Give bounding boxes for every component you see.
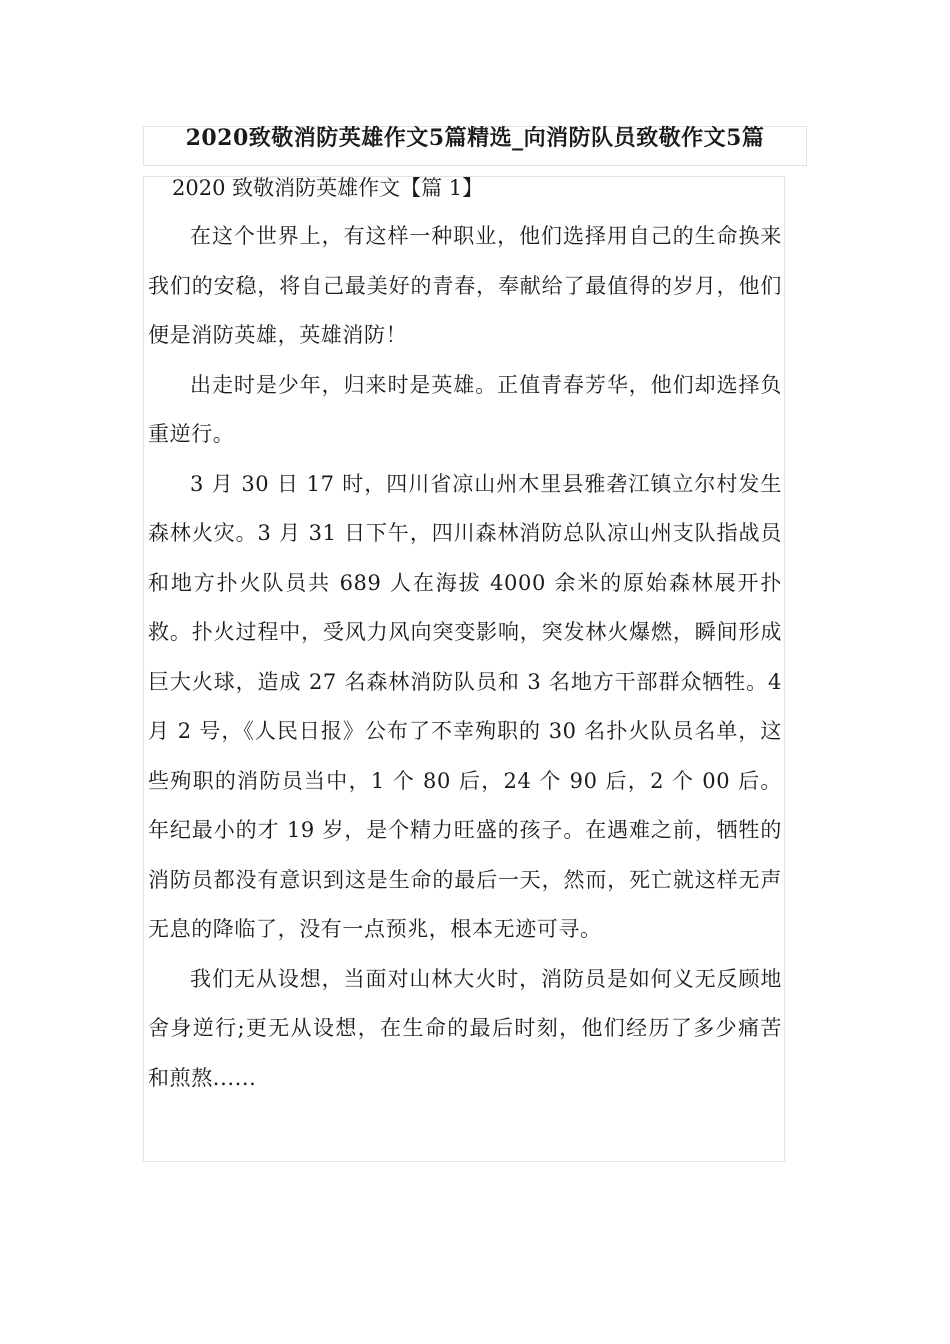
document-title: 2020致敬消防英雄作文5篇精选_向消防队员致敬作文5篇 <box>185 125 765 151</box>
paragraph-4: 我们无从设想，当面对山林大火时，消防员是如何义无反顾地舍身逆行;更无从设想，在生命的最后时刻，他们经历了多少痛苦和煎熬...... <box>148 966 782 1090</box>
paragraph-3: 3 月 30 日 17 时，四川省凉山州木里县雅砻江镇立尔村发生森林火灾。3 月 31 日下午，四川森林消防总队凉山州支队指战员和地方扑火队员共 689 人在海拔 4000 余米的原始森林展开扑救。扑火过程中，受风力风向突变影响，突发林火爆燃，瞬间形成巨大火球，造成 27 名森林消防队员和 3 名地方干部群众牺牲。4 月 2 号，《人民日报》公布了不幸殉职的 30 名扑火队员名单，这些殉职的消防员当中，1 个 80 后，24 个 90 后，2 个 00 后。年纪最小的才 19 岁，是个精力旺盛的孩子。在遇难之前，牺牲的消防员都没有意识到这是生命的最后一天，然而，死亡就这样无声无息的降临了，没有一点预兆，根本无迹可寻。 <box>148 471 782 941</box>
paragraph-1: 在这个世界上，有这样一种职业，他们选择用自己的生命换来我们的安稳，将自己最美好的青春，奉献给了最值得的岁月，他们便是消防英雄，英雄消防！ <box>148 224 782 347</box>
section-heading: 2020 致敬消防英雄作文【篇 1】 <box>172 176 484 200</box>
article-body <box>148 212 782 1103</box>
paragraph-2: 出走时是少年，归来时是英雄。正值青春芳华，他们却选择负重逆行。 <box>148 372 782 446</box>
